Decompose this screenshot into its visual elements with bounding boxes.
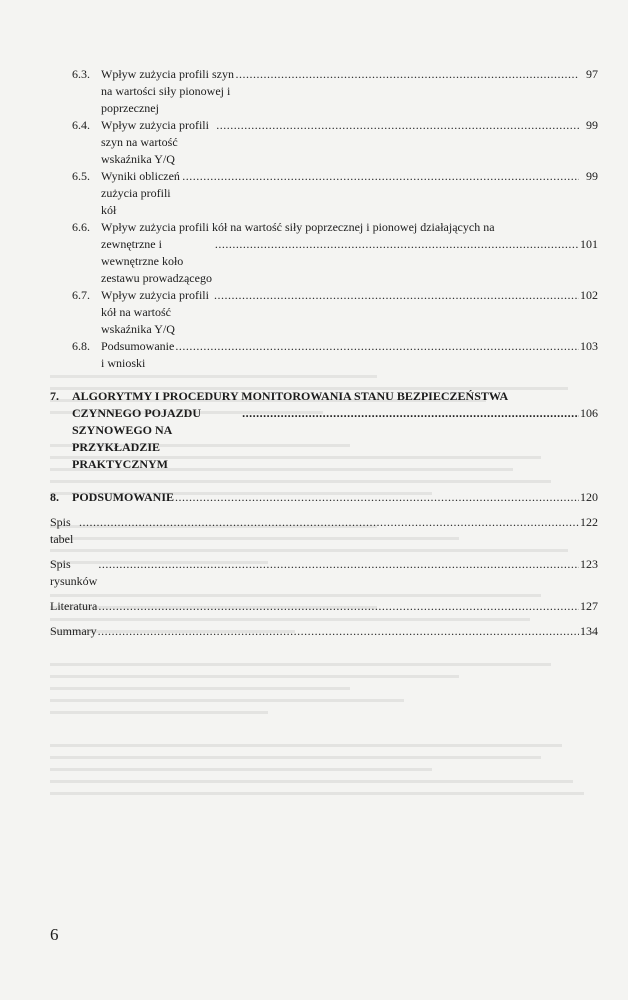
leader-dots bbox=[215, 236, 579, 253]
toc-entry-6-3[interactable] bbox=[50, 66, 598, 117]
leader-dots bbox=[98, 556, 579, 573]
leader-dots bbox=[214, 287, 579, 304]
toc-number: 6.7. bbox=[72, 288, 90, 302]
toc-title-line1: ALGORYTMY I PROCEDURY MONITOROWANIA STANU BEZPIECZEŃSTWA bbox=[72, 389, 509, 403]
leader-dots bbox=[98, 598, 579, 615]
toc-entry-literatura[interactable] bbox=[50, 598, 598, 615]
toc-title: Spis rysunków bbox=[50, 557, 98, 588]
toc-title-line2: zewnętrzne i wewnętrzne koło zestawu prowadzącego bbox=[101, 237, 212, 285]
toc-number: 6.5. bbox=[72, 169, 90, 183]
toc-page: 103 bbox=[580, 339, 598, 353]
toc-entry-6-8[interactable] bbox=[50, 338, 598, 372]
toc-page: 97 bbox=[586, 67, 598, 81]
leader-dots bbox=[235, 66, 579, 83]
toc-title-line2: CZYNNEGO POJAZDU SZYNOWEGO NA PRZYKŁADZIE PRAKTYCZNYM bbox=[72, 406, 202, 471]
toc-page: 120 bbox=[580, 490, 598, 504]
toc-page: 101 bbox=[580, 237, 598, 251]
toc-page: 102 bbox=[580, 288, 598, 302]
toc-title: Spis tabel bbox=[50, 515, 74, 546]
toc-title: Wpływ zużycia profili kół na wartość wskaźnika Y/Q bbox=[101, 288, 209, 336]
leader-dots bbox=[175, 489, 579, 506]
table-of-contents bbox=[50, 66, 598, 640]
toc-entry-6-6[interactable] bbox=[50, 219, 598, 287]
toc-number: 6.8. bbox=[72, 339, 90, 353]
toc-number: 8. bbox=[50, 490, 59, 504]
toc-entry-6-7[interactable] bbox=[50, 287, 598, 338]
toc-title-line1: Wpływ zużycia profili kół na wartość siły poprzecznej i pionowej działających na bbox=[101, 220, 495, 234]
leader-dots bbox=[175, 338, 579, 355]
toc-number: 6.6. bbox=[72, 220, 90, 234]
toc-chapter-8[interactable] bbox=[50, 489, 598, 506]
leader-dots bbox=[242, 405, 579, 422]
toc-page: 106 bbox=[580, 406, 598, 420]
toc-page: 122 bbox=[580, 515, 598, 529]
toc-page: 99 bbox=[586, 118, 598, 132]
leader-dots bbox=[79, 514, 579, 531]
toc-entry-6-4[interactable] bbox=[50, 117, 598, 168]
toc-entry-6-5[interactable] bbox=[50, 168, 598, 219]
toc-title: Wpływ zużycia profili szyn na wartość wskaźnika Y/Q bbox=[101, 118, 209, 166]
toc-entry-spis-tabel[interactable] bbox=[50, 514, 598, 548]
toc-page: 127 bbox=[580, 599, 598, 613]
toc-number: 6.3. bbox=[72, 67, 90, 81]
toc-title: Summary bbox=[50, 624, 97, 638]
toc-entry-summary[interactable] bbox=[50, 623, 598, 640]
toc-page: 99 bbox=[586, 169, 598, 183]
toc-title: PODSUMOWANIE bbox=[72, 490, 175, 504]
toc-entry-spis-rysunkow[interactable] bbox=[50, 556, 598, 590]
toc-title: Podsumowanie i wnioski bbox=[101, 339, 175, 370]
leader-dots bbox=[182, 168, 579, 185]
toc-page: 123 bbox=[580, 557, 598, 571]
toc-chapter-7[interactable] bbox=[50, 388, 598, 473]
toc-title: Wyniki obliczeń zużycia profili kół bbox=[101, 169, 180, 217]
page-number: 6 bbox=[50, 925, 59, 944]
toc-number: 7. bbox=[50, 389, 59, 403]
toc-number: 6.4. bbox=[72, 118, 90, 132]
leader-dots bbox=[98, 623, 579, 640]
toc-title: Wpływ zużycia profili szyn na wartości siły pionowej i poprzecznej bbox=[101, 67, 234, 115]
toc-title: Literatura bbox=[50, 599, 98, 613]
toc-page: 134 bbox=[580, 624, 598, 638]
leader-dots bbox=[216, 117, 579, 134]
